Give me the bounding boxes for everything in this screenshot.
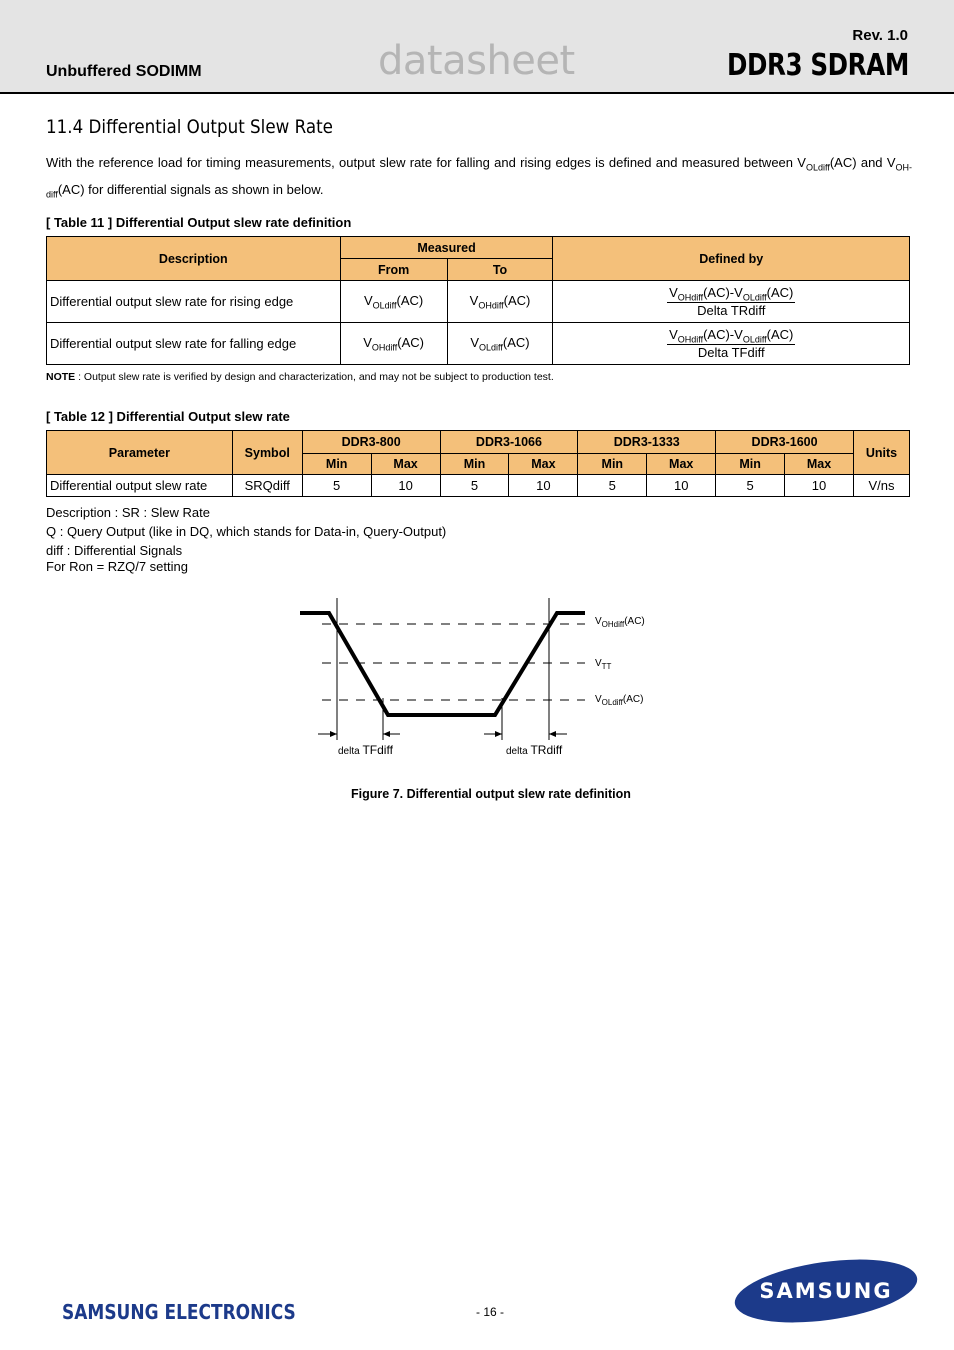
col-max: Max (647, 454, 716, 475)
desc-line-diff: diff : Differential Signals (46, 543, 183, 558)
page-header (0, 0, 954, 94)
table11-caption: [ Table 11 ] Differential Output slew rate definition (46, 215, 352, 230)
desc-line-ron: For Ron = RZQ/7 setting (46, 559, 188, 574)
row-value: 10 (647, 475, 716, 497)
row-description: Differential output slew rate for rising edge (47, 281, 341, 323)
col-description: Description (47, 237, 341, 281)
slew-rate-diagram (0, 590, 954, 770)
col-units: Units (853, 431, 909, 475)
samsung-logo (733, 1256, 923, 1326)
row-value: 10 (371, 475, 440, 497)
col-ddr3-800: DDR3-800 (302, 431, 440, 454)
row-parameter: Differential output slew rate (47, 475, 233, 497)
col-ddr3-1600: DDR3-1600 (716, 431, 854, 454)
col-min: Min (716, 454, 785, 475)
label-delta-tf: delta TFdiff (338, 743, 393, 757)
row-from: $V_{OHdiff}(AC)$ (340, 323, 447, 365)
col-min: Min (440, 454, 509, 475)
col-max: Max (785, 454, 854, 475)
row-to: $V_{OLdiff}(AC)$ (447, 323, 553, 365)
table12 (46, 430, 910, 497)
row-symbol: SRQdiff (232, 475, 302, 497)
revision-label: Rev. 1.0 (852, 27, 908, 44)
row-value: 5 (302, 475, 371, 497)
row-value: 10 (785, 475, 854, 497)
row-defined-by: $\frac{V_{OHdiff}(AC)-V_{OLdiff}(AC)}{\text{Delta TRdiff}}$ (553, 281, 910, 323)
desc-line-sr: Description : SR : Slew Rate (46, 505, 211, 520)
product-title: DDR3 SDRAM (727, 48, 909, 83)
row-value: 10 (509, 475, 578, 497)
label-voh: $V_{OHdiff}(AC)$ (595, 616, 645, 629)
col-to: To (447, 259, 553, 281)
tf-arrowhead-left (330, 731, 337, 737)
col-measured: Measured (340, 237, 553, 259)
col-ddr3-1333: DDR3-1333 (578, 431, 716, 454)
row-defined-by: $\frac{V_{OHdiff}(AC)-V_{OLdiff}(AC)}{\text{Delta TFdiff}}$ (553, 323, 910, 365)
col-symbol: Symbol (232, 431, 302, 475)
label-delta-tr: delta TRdiff (506, 743, 563, 757)
watermark: datasheet (378, 38, 575, 84)
footer-brand: SAMSUNG ELECTRONICS (62, 1300, 296, 1324)
page-number: - 16 - (476, 1305, 505, 1319)
intro-paragraph: With the reference load for timing measurements, output slew rate for falling and rising edges is defined and measured between $V_{OLdiff}(AC)$ and $V_{OH-diff}(AC)$ for differential signals as shown in below. (46, 155, 912, 200)
tr-arrowhead-left (495, 731, 502, 737)
section-title: 11.4 Differential Output Slew Rate (46, 116, 333, 138)
row-value: 5 (578, 475, 647, 497)
row-value: 5 (716, 475, 785, 497)
label-vol: $V_{OLdiff}(AC)$ (595, 694, 644, 707)
row-description: Differential output slew rate for falling edge (47, 323, 341, 365)
tr-arrowhead-right (549, 731, 556, 737)
module-type: Unbuffered SODIMM (46, 63, 202, 80)
col-parameter: Parameter (47, 431, 233, 475)
row-value: 5 (440, 475, 509, 497)
col-defined-by: Defined by (553, 237, 910, 281)
table12-caption: [ Table 12 ] Differential Output slew rate (46, 409, 290, 424)
col-max: Max (509, 454, 578, 475)
row-to: $V_{OHdiff}(AC)$ (447, 281, 553, 323)
col-ddr3-1066: DDR3-1066 (440, 431, 578, 454)
row-units: V/ns (853, 475, 909, 497)
svg-text:SAMSUNG: SAMSUNG (759, 1279, 893, 1303)
row-from: $V_{OLdiff}(AC)$ (340, 281, 447, 323)
col-min: Min (302, 454, 371, 475)
figure-caption: Figure 7. Differential output slew rate definition (351, 787, 631, 801)
label-vtt: $V_{TT}$ (595, 658, 612, 671)
tf-arrowhead-right (383, 731, 390, 737)
col-from: From (340, 259, 447, 281)
table11 (46, 236, 910, 365)
table-row (47, 281, 910, 323)
desc-line-q: Q : Query Output (like in DQ, which stands for Data-in, Query-Output) (46, 524, 447, 539)
table-row (47, 475, 910, 497)
table11-note: NOTE : Output slew rate is verified by design and characterization, and may not be subject to production test. (46, 371, 554, 383)
col-max: Max (371, 454, 440, 475)
table-row (47, 323, 910, 365)
col-min: Min (578, 454, 647, 475)
